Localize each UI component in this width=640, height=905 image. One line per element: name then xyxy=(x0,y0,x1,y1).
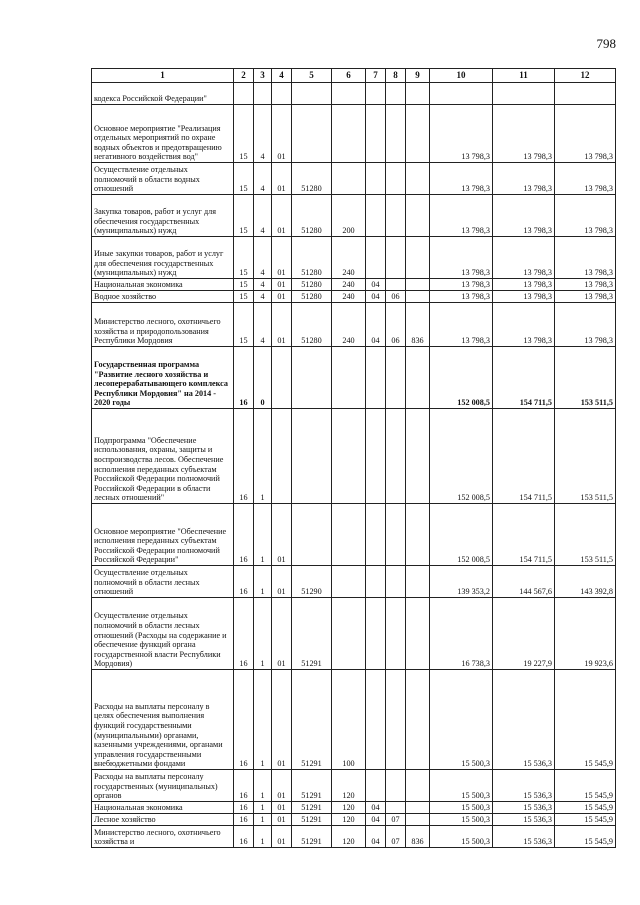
code-cell: 16 xyxy=(234,802,254,814)
code-cell xyxy=(292,83,332,105)
code-cell: 16 xyxy=(234,670,254,770)
code-cell: 15 xyxy=(234,195,254,237)
code-cell: 1 xyxy=(254,598,272,670)
table-row xyxy=(92,826,616,848)
code-cell xyxy=(272,83,292,105)
row-label: Осуществление отдельных полномочий в области лесных отношений xyxy=(92,566,234,598)
code-cell: 01 xyxy=(272,237,292,279)
code-cell xyxy=(386,598,406,670)
amount-cell: 13 798,3 xyxy=(555,105,616,163)
code-cell: 120 xyxy=(332,802,366,814)
amount-cell: 19 923,6 xyxy=(555,598,616,670)
code-cell: 51280 xyxy=(292,195,332,237)
code-cell: 51290 xyxy=(292,566,332,598)
code-cell: 07 xyxy=(386,826,406,848)
code-cell: 04 xyxy=(366,826,386,848)
column-header: 8 xyxy=(386,69,406,83)
row-label: Министерство лесного, охотничьего хозяйства и xyxy=(92,826,234,848)
table-row xyxy=(92,814,616,826)
code-cell xyxy=(406,770,430,802)
amount-cell: 13 798,3 xyxy=(493,163,555,195)
column-header: 1 xyxy=(92,69,234,83)
amount-cell: 154 711,5 xyxy=(493,504,555,566)
code-cell: 01 xyxy=(272,826,292,848)
code-cell xyxy=(406,504,430,566)
row-label: Подпрограмма "Обеспечение использования, охраны, защиты и воспроизводства лесов. Обеспечение исполнения переданных субъектам Российской Федерации полномочий Российской Федерации в области лесных отношений" xyxy=(92,409,234,504)
code-cell: 51280 xyxy=(292,291,332,303)
code-cell: 1 xyxy=(254,504,272,566)
code-cell xyxy=(272,409,292,504)
row-label: Закупка товаров, работ и услуг для обеспечения государственных (муниципальных) нужд xyxy=(92,195,234,237)
row-label: Государственная программа "Развитие лесного хозяйства и лесоперерабатывающего комплекса Республики Мордовия" на 2014 - 2020 годы xyxy=(92,347,234,409)
code-cell: 01 xyxy=(272,802,292,814)
amount-cell: 15 500,3 xyxy=(430,802,493,814)
column-header: 6 xyxy=(332,69,366,83)
code-cell xyxy=(386,566,406,598)
code-cell: 16 xyxy=(234,598,254,670)
code-cell xyxy=(332,598,366,670)
column-header: 4 xyxy=(272,69,292,83)
amount-cell: 13 798,3 xyxy=(555,303,616,347)
code-cell: 1 xyxy=(254,770,272,802)
code-cell: 120 xyxy=(332,770,366,802)
table-row xyxy=(92,670,616,770)
row-label: Министерство лесного, охотничьего хозяйства и природопользования Республики Мордовия xyxy=(92,303,234,347)
table-row xyxy=(92,802,616,814)
code-cell: 01 xyxy=(272,598,292,670)
amount-cell: 15 545,9 xyxy=(555,826,616,848)
column-header: 9 xyxy=(406,69,430,83)
amount-cell: 153 511,5 xyxy=(555,504,616,566)
amount-cell: 15 545,9 xyxy=(555,802,616,814)
table-row xyxy=(92,504,616,566)
code-cell: 51291 xyxy=(292,770,332,802)
code-cell: 120 xyxy=(332,814,366,826)
row-label: Расходы на выплаты персоналу в целях обеспечения выполнения функций государственными (муниципальными) органами, казенными учреждениями, органами управления государственными внебюджетными фондами xyxy=(92,670,234,770)
code-cell xyxy=(332,83,366,105)
code-cell xyxy=(292,105,332,163)
code-cell xyxy=(366,409,386,504)
code-cell xyxy=(292,504,332,566)
code-cell xyxy=(366,347,386,409)
code-cell xyxy=(366,670,386,770)
amount-cell: 13 798,3 xyxy=(430,279,493,291)
table-row xyxy=(92,303,616,347)
code-cell: 240 xyxy=(332,303,366,347)
code-cell: 01 xyxy=(272,670,292,770)
code-cell xyxy=(366,237,386,279)
code-cell: 16 xyxy=(234,814,254,826)
code-cell: 1 xyxy=(254,409,272,504)
amount-cell: 154 711,5 xyxy=(493,409,555,504)
amount-cell: 13 798,3 xyxy=(430,105,493,163)
code-cell: 01 xyxy=(272,504,292,566)
row-label: Основное мероприятие "Реализация отдельных мероприятий по охране водных объектов и предотвращению негативного воздействия вод" xyxy=(92,105,234,163)
table-row xyxy=(92,291,616,303)
code-cell: 01 xyxy=(272,163,292,195)
amount-cell: 13 798,3 xyxy=(493,303,555,347)
code-cell: 01 xyxy=(272,105,292,163)
code-cell: 15 xyxy=(234,303,254,347)
row-label: Национальная экономика xyxy=(92,279,234,291)
amount-cell: 15 536,3 xyxy=(493,826,555,848)
code-cell xyxy=(366,163,386,195)
code-cell xyxy=(406,802,430,814)
code-cell: 0 xyxy=(254,347,272,409)
code-cell: 836 xyxy=(406,303,430,347)
code-cell: 16 xyxy=(234,566,254,598)
code-cell: 51291 xyxy=(292,598,332,670)
header-row xyxy=(92,69,616,83)
code-cell: 240 xyxy=(332,279,366,291)
code-cell: 15 xyxy=(234,237,254,279)
code-cell: 4 xyxy=(254,291,272,303)
amount-cell: 153 511,5 xyxy=(555,409,616,504)
column-header: 7 xyxy=(366,69,386,83)
code-cell: 4 xyxy=(254,105,272,163)
table-row xyxy=(92,237,616,279)
amount-cell xyxy=(430,83,493,105)
amount-cell: 15 545,9 xyxy=(555,670,616,770)
code-cell xyxy=(386,163,406,195)
code-cell: 15 xyxy=(234,291,254,303)
amount-cell: 143 392,8 xyxy=(555,566,616,598)
table-row xyxy=(92,279,616,291)
table-row xyxy=(92,195,616,237)
code-cell xyxy=(366,770,386,802)
amount-cell: 13 798,3 xyxy=(493,291,555,303)
column-header: 5 xyxy=(292,69,332,83)
amount-cell: 15 545,9 xyxy=(555,814,616,826)
table-row xyxy=(92,105,616,163)
amount-cell: 13 798,3 xyxy=(555,237,616,279)
code-cell: 04 xyxy=(366,303,386,347)
code-cell xyxy=(386,802,406,814)
code-cell xyxy=(366,566,386,598)
amount-cell: 16 738,3 xyxy=(430,598,493,670)
code-cell xyxy=(406,163,430,195)
page-number: 798 xyxy=(596,36,616,51)
column-header: 3 xyxy=(254,69,272,83)
code-cell: 06 xyxy=(386,291,406,303)
code-cell: 04 xyxy=(366,802,386,814)
amount-cell: 153 511,5 xyxy=(555,347,616,409)
code-cell xyxy=(406,279,430,291)
amount-cell: 13 798,3 xyxy=(430,163,493,195)
code-cell xyxy=(406,566,430,598)
code-cell xyxy=(386,83,406,105)
code-cell: 15 xyxy=(234,279,254,291)
amount-cell xyxy=(493,83,555,105)
code-cell: 04 xyxy=(366,814,386,826)
code-cell xyxy=(406,105,430,163)
code-cell xyxy=(406,670,430,770)
code-cell: 16 xyxy=(234,409,254,504)
code-cell: 51280 xyxy=(292,163,332,195)
amount-cell: 15 536,3 xyxy=(493,814,555,826)
amount-cell: 13 798,3 xyxy=(430,291,493,303)
amount-cell: 15 545,9 xyxy=(555,770,616,802)
code-cell: 240 xyxy=(332,291,366,303)
row-label: Национальная экономика xyxy=(92,802,234,814)
amount-cell: 13 798,3 xyxy=(555,291,616,303)
code-cell: 200 xyxy=(332,195,366,237)
table-row xyxy=(92,409,616,504)
code-cell xyxy=(366,105,386,163)
amount-cell: 13 798,3 xyxy=(555,279,616,291)
amount-cell: 139 353,2 xyxy=(430,566,493,598)
code-cell: 51291 xyxy=(292,670,332,770)
code-cell xyxy=(386,770,406,802)
code-cell: 1 xyxy=(254,814,272,826)
code-cell xyxy=(366,195,386,237)
code-cell: 16 xyxy=(234,504,254,566)
amount-cell: 152 008,5 xyxy=(430,409,493,504)
amount-cell: 152 008,5 xyxy=(430,347,493,409)
row-label: Расходы на выплаты персоналу государственных (муниципальных) органов xyxy=(92,770,234,802)
table-row xyxy=(92,566,616,598)
code-cell xyxy=(406,83,430,105)
row-label: кодекса Российской Федерации" xyxy=(92,83,234,105)
code-cell: 01 xyxy=(272,566,292,598)
code-cell: 4 xyxy=(254,303,272,347)
amount-cell: 13 798,3 xyxy=(555,163,616,195)
amount-cell: 15 536,3 xyxy=(493,770,555,802)
code-cell xyxy=(332,504,366,566)
code-cell: 01 xyxy=(272,770,292,802)
code-cell: 01 xyxy=(272,291,292,303)
code-cell xyxy=(332,566,366,598)
code-cell: 4 xyxy=(254,195,272,237)
code-cell xyxy=(332,105,366,163)
amount-cell: 13 798,3 xyxy=(493,105,555,163)
code-cell xyxy=(386,670,406,770)
code-cell: 1 xyxy=(254,670,272,770)
code-cell xyxy=(366,598,386,670)
amount-cell: 13 798,3 xyxy=(493,279,555,291)
code-cell: 04 xyxy=(366,291,386,303)
code-cell: 01 xyxy=(272,279,292,291)
code-cell: 4 xyxy=(254,279,272,291)
table-row xyxy=(92,598,616,670)
row-label: Водное хозяйство xyxy=(92,291,234,303)
code-cell: 240 xyxy=(332,237,366,279)
code-cell: 120 xyxy=(332,826,366,848)
amount-cell: 13 798,3 xyxy=(430,195,493,237)
code-cell: 01 xyxy=(272,303,292,347)
code-cell: 16 xyxy=(234,770,254,802)
code-cell xyxy=(234,83,254,105)
code-cell xyxy=(366,504,386,566)
table-row xyxy=(92,770,616,802)
code-cell xyxy=(272,347,292,409)
row-label: Лесное хозяйство xyxy=(92,814,234,826)
code-cell: 1 xyxy=(254,566,272,598)
code-cell: 1 xyxy=(254,826,272,848)
code-cell xyxy=(406,237,430,279)
row-label: Осуществление отдельных полномочий в области лесных отношений (Расходы на содержание и обеспечение функций органа государственной власти Республики Мордовия) xyxy=(92,598,234,670)
table-row xyxy=(92,83,616,105)
amount-cell xyxy=(555,83,616,105)
row-label: Основное мероприятие "Обеспечение исполнения переданных субъектам Российской Федерации полномочий Российской Федерации" xyxy=(92,504,234,566)
table-row xyxy=(92,163,616,195)
amount-cell: 13 798,3 xyxy=(430,303,493,347)
code-cell: 06 xyxy=(386,303,406,347)
code-cell: 836 xyxy=(406,826,430,848)
amount-cell: 13 798,3 xyxy=(555,195,616,237)
amount-cell: 13 798,3 xyxy=(493,195,555,237)
code-cell xyxy=(386,347,406,409)
code-cell xyxy=(406,598,430,670)
amount-cell: 15 500,3 xyxy=(430,670,493,770)
amount-cell: 152 008,5 xyxy=(430,504,493,566)
amount-cell: 13 798,3 xyxy=(493,237,555,279)
code-cell xyxy=(386,504,406,566)
code-cell: 51280 xyxy=(292,279,332,291)
code-cell: 15 xyxy=(234,163,254,195)
table-row xyxy=(92,347,616,409)
code-cell xyxy=(406,291,430,303)
code-cell xyxy=(332,409,366,504)
code-cell xyxy=(292,409,332,504)
code-cell: 16 xyxy=(234,347,254,409)
code-cell xyxy=(332,347,366,409)
amount-cell: 15 500,3 xyxy=(430,826,493,848)
code-cell xyxy=(254,83,272,105)
code-cell xyxy=(292,347,332,409)
code-cell xyxy=(406,814,430,826)
column-header: 11 xyxy=(493,69,555,83)
code-cell: 04 xyxy=(366,279,386,291)
code-cell xyxy=(406,347,430,409)
amount-cell: 19 227,9 xyxy=(493,598,555,670)
amount-cell: 15 536,3 xyxy=(493,670,555,770)
amount-cell: 144 567,6 xyxy=(493,566,555,598)
amount-cell: 15 500,3 xyxy=(430,770,493,802)
code-cell: 1 xyxy=(254,802,272,814)
code-cell xyxy=(366,83,386,105)
code-cell: 01 xyxy=(272,814,292,826)
code-cell: 4 xyxy=(254,237,272,279)
code-cell xyxy=(386,195,406,237)
code-cell: 07 xyxy=(386,814,406,826)
code-cell xyxy=(386,237,406,279)
code-cell: 51291 xyxy=(292,826,332,848)
row-label: Осуществление отдельных полномочий в области водных отношений xyxy=(92,163,234,195)
code-cell: 01 xyxy=(272,195,292,237)
column-header: 12 xyxy=(555,69,616,83)
row-label: Иные закупки товаров, работ и услуг для обеспечения государственных (муниципальных) нужд xyxy=(92,237,234,279)
column-header: 2 xyxy=(234,69,254,83)
code-cell: 16 xyxy=(234,826,254,848)
code-cell: 51291 xyxy=(292,802,332,814)
amount-cell: 15 500,3 xyxy=(430,814,493,826)
code-cell: 4 xyxy=(254,163,272,195)
code-cell: 15 xyxy=(234,105,254,163)
amount-cell: 15 536,3 xyxy=(493,802,555,814)
amount-cell: 154 711,5 xyxy=(493,347,555,409)
code-cell: 51291 xyxy=(292,814,332,826)
code-cell: 51280 xyxy=(292,303,332,347)
column-header: 10 xyxy=(430,69,493,83)
code-cell xyxy=(386,105,406,163)
code-cell xyxy=(386,279,406,291)
code-cell xyxy=(332,163,366,195)
code-cell: 100 xyxy=(332,670,366,770)
code-cell: 51280 xyxy=(292,237,332,279)
amount-cell: 13 798,3 xyxy=(430,237,493,279)
code-cell xyxy=(386,409,406,504)
budget-table xyxy=(91,68,616,848)
code-cell xyxy=(406,195,430,237)
code-cell xyxy=(406,409,430,504)
